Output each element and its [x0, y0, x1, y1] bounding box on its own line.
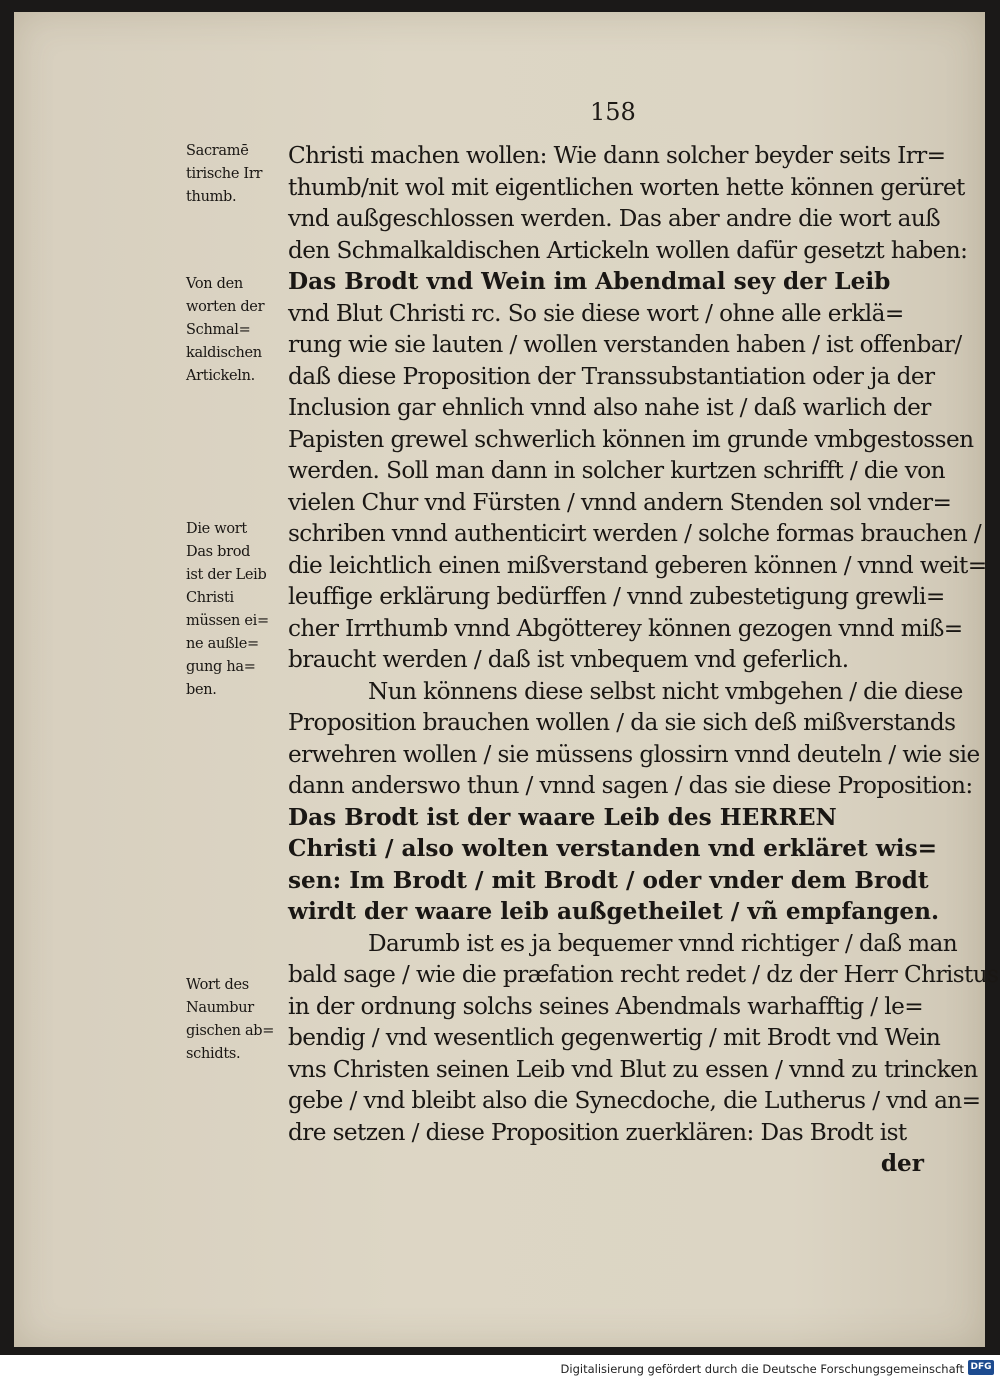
dfg-logo: DFG	[968, 1360, 994, 1375]
text-line-emphasis: Christi / also wolten verstanden vnd erkläret wis=	[288, 835, 938, 862]
text-line: vnd außgeschlossen werden. Das aber andre die wort auß	[288, 205, 941, 232]
margin-note-line: Artickeln.	[186, 368, 255, 384]
text-line-emphasis: Das Brodt vnd Wein im Abendmal sey der Leib	[288, 268, 891, 295]
footer-credit: Digitalisierung gefördert durch die Deutsche Forschungsgemeinschaft	[560, 1362, 964, 1376]
margin-note-line: müssen ei=	[186, 613, 269, 629]
text-line: Proposition brauchen wollen / da sie sich deß mißverstands	[288, 709, 956, 736]
margin-note-line: Von den	[186, 276, 243, 292]
margin-note-line: Die wort	[186, 521, 247, 537]
text-line: schriben vnnd authenticirt werden / solche formas brauchen /	[288, 520, 982, 547]
text-line-emphasis: wirdt der waare leib außgetheilet / vñ empfangen.	[288, 898, 940, 925]
text-line: den Schmalkaldischen Artickeln wollen dafür gesetzt haben:	[288, 236, 968, 264]
margin-note-line: gung ha=	[186, 659, 256, 675]
text-line: vnd Blut Christi rc. So sie diese wort / ohne alle erklä=	[288, 299, 904, 327]
margin-note-line: ben.	[186, 682, 217, 698]
margin-note-line: thumb.	[186, 189, 237, 205]
text-line: cher Irrthumb vnnd Abgötterey können gezogen vnnd miß=	[288, 614, 963, 642]
margin-note-line: Sacramē	[186, 143, 249, 159]
text-line: erwehren wollen / sie müssens glossirn vnnd deuteln / wie sie	[288, 740, 980, 768]
text-line-paragraph-start: Darumb ist es ja bequemer vnnd richtiger / daß man	[368, 929, 958, 957]
margin-note-schmalkaldischen	[186, 273, 290, 388]
margin-note-line: Das brod	[186, 544, 251, 560]
text-line: vns Christen seinen Leib vnd Blut zu essen / vnnd zu trincken	[288, 1055, 978, 1083]
text-line: vielen Chur vnd Fürsten / vnnd andern Stenden sol vnder=	[288, 488, 952, 516]
margin-note-line: Christi	[186, 590, 234, 606]
text-line-emphasis: Das Brodt ist der waare Leib des HERREN	[288, 803, 837, 831]
text-line: rung wie sie lauten / wollen verstanden haben / ist offenbar/	[288, 331, 962, 358]
body-text	[288, 140, 999, 1180]
text-line: leuffige erklärung bedürffen / vnnd zubestetigung grewli=	[288, 583, 945, 610]
text-line-paragraph-start: Nun könnens diese selbst nicht vmbgehen / die diese	[368, 677, 963, 705]
text-line: werden. Soll man dann in solcher kurtzen schrifft / die von	[288, 457, 945, 484]
margin-note-line: Naumbur	[186, 1000, 254, 1016]
text-line: bald sage / wie die præfation recht redet / dz der Herr Christus	[288, 961, 999, 988]
margin-note-line: ne außle=	[186, 636, 259, 652]
text-line: Papisten grewel schwerlich können im grunde vmbgestossen	[288, 425, 974, 453]
text-line: braucht werden / daß ist vnbequem vnd geferlich.	[288, 646, 849, 673]
text-line: bendig / vnd wesentlich gegenwertig / mit Brodt vnd Wein	[288, 1024, 941, 1051]
margin-note-line: schidts.	[186, 1046, 241, 1062]
page-number: 158	[590, 98, 636, 126]
text-line: gebe / vnd bleibt also die Synecdoche, die Lutherus / vnd an=	[288, 1087, 981, 1114]
text-line: thumb/nit wol mit eigentlichen worten hette können gerüret	[288, 173, 965, 201]
margin-note-line: Schmal=	[186, 322, 251, 338]
text-line: Christi machen wollen: Wie dann solcher beyder seits Irr=	[288, 142, 946, 169]
text-line: die leichtlich einen mißverstand geberen können / vnnd weit=	[288, 551, 987, 579]
margin-note-line: gischen ab=	[186, 1023, 275, 1039]
text-line: daß diese Proposition der Transsubstantiation oder ja der	[288, 362, 935, 390]
margin-note-auslegung	[186, 518, 290, 702]
margin-note-sacramentirische	[186, 140, 290, 209]
text-line: Inclusion gar ehnlich vnnd also nahe ist / daß warlich der	[288, 394, 931, 421]
margin-note-naumburgischen	[186, 974, 290, 1066]
margin-note-line: kaldischen	[186, 345, 262, 361]
margin-note-line: Wort des	[186, 977, 249, 993]
text-line-emphasis: sen: Im Brodt / mit Brodt / oder vnder dem Brodt	[288, 866, 929, 894]
text-line: dann anderswo thun / vnnd sagen / das sie diese Proposition:	[288, 772, 973, 799]
footer-bar	[0, 1355, 1000, 1381]
catchword: der	[880, 1150, 924, 1177]
margin-note-line: worten der	[186, 299, 265, 315]
text-line: in der ordnung solchs seines Abendmals warhafftig / le=	[288, 992, 924, 1020]
margin-note-line: tirische Irr	[186, 166, 263, 182]
margin-note-line: ist der Leib	[186, 567, 267, 583]
text-line: dre setzen / diese Proposition zuerklären: Das Brodt ist	[288, 1118, 907, 1146]
